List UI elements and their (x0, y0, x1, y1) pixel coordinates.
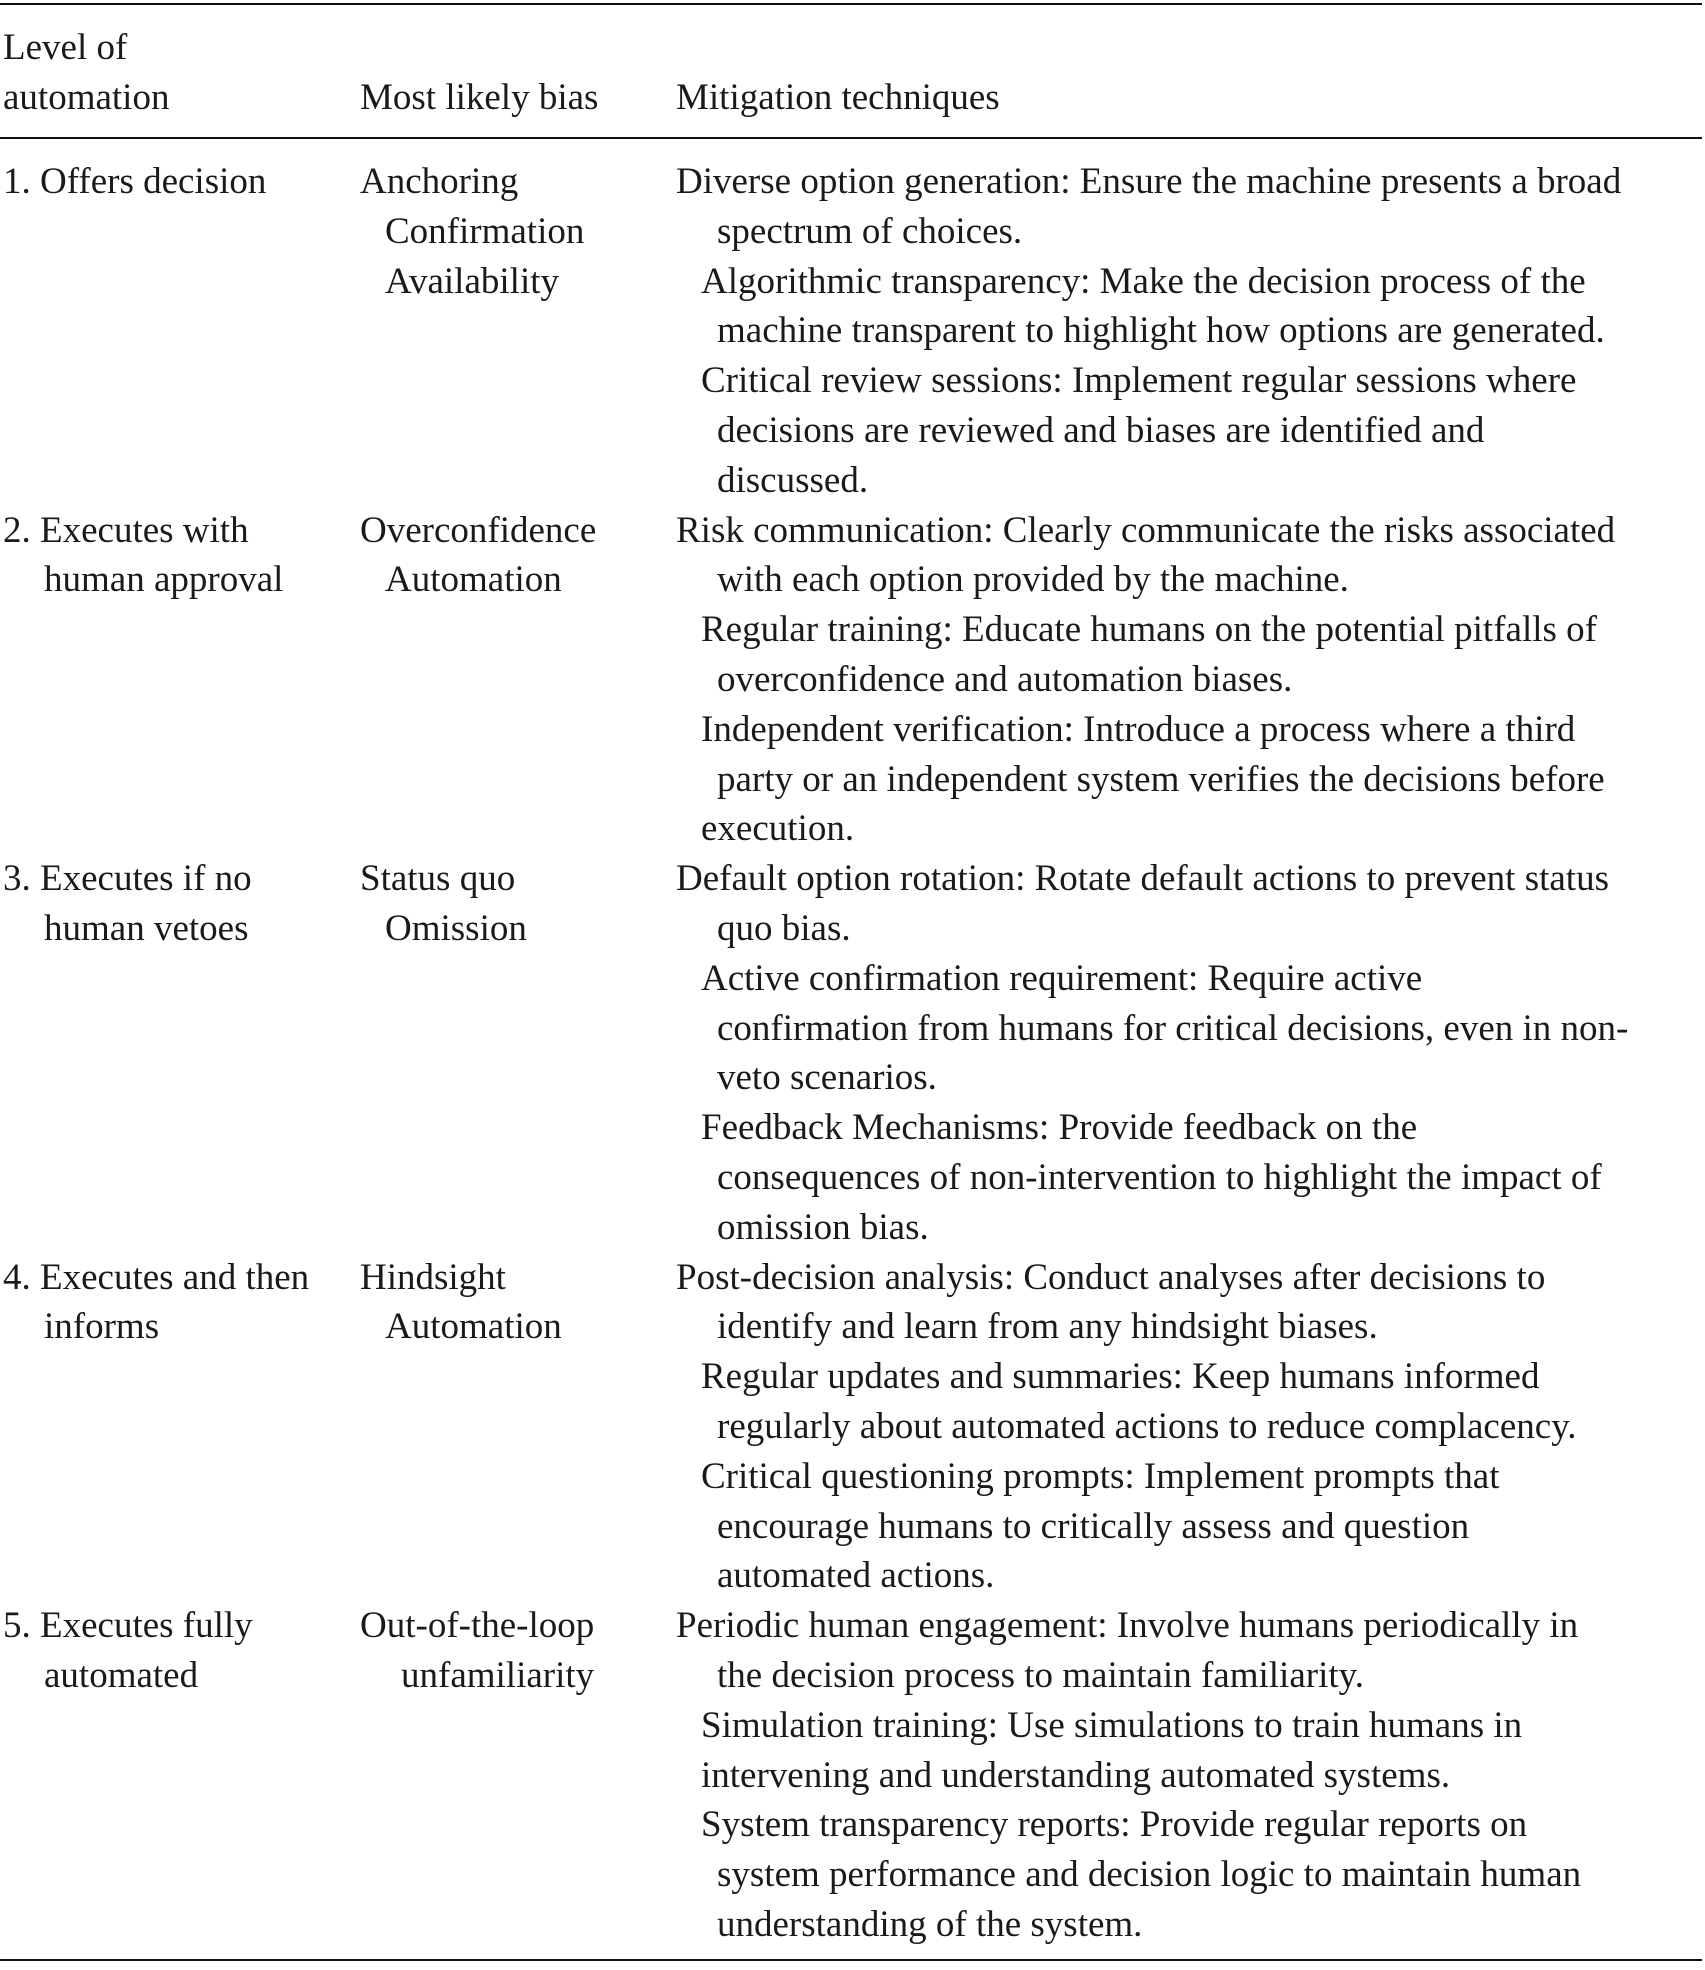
header-bias (360, 23, 598, 123)
bias-cell (360, 1601, 594, 1701)
mitigation-cell (676, 1253, 1577, 1602)
header-level-line: Level of (3, 27, 128, 68)
mitigation-line: regularly about automated actions to reduce complacency. (717, 1405, 1577, 1447)
bias-line: Anchoring (360, 161, 519, 202)
mitigation-line: Simulation training: Use simulations to train humans in (701, 1704, 1523, 1746)
level-cell (3, 1253, 309, 1353)
mitigation-line: with each option provided by the machine. (717, 559, 1349, 601)
header-level (3, 23, 169, 123)
mitigation-line: the decision process to maintain familiarity. (717, 1654, 1364, 1696)
bias-line: unfamiliarity (401, 1654, 595, 1696)
top-rule (0, 3, 1702, 5)
mitigation-line: consequences of non-intervention to highlight the impact of (717, 1156, 1602, 1198)
mitigation-line: Periodic human engagement: Involve humans periodically in (676, 1605, 1579, 1647)
header-level-line: automation (3, 76, 170, 118)
bias-line: Out-of-the-loop (360, 1605, 595, 1647)
bias-line: Confirmation (385, 210, 585, 252)
mitigation-cell (676, 854, 1628, 1252)
mitigation-line: Critical review sessions: Implement regular sessions where (701, 360, 1577, 402)
mitigation-line: Feedback Mechanisms: Provide feedback on the (701, 1107, 1418, 1149)
mitigation-line: Critical questioning prompts: Implement prompts that (701, 1455, 1500, 1497)
header-bias-label: Most likely bias (360, 76, 599, 118)
mitigation-line: Regular training: Educate humans on the potential pitfalls of (701, 609, 1597, 651)
level-line: 2. Executes with (3, 509, 249, 551)
bias-line: Availability (385, 260, 559, 302)
mitigation-line: Algorithmic transparency: Make the decision process of the (701, 260, 1586, 302)
bias-cell (360, 506, 596, 606)
mitigation-line: Default option rotation: Rotate default actions to prevent status (676, 858, 1609, 900)
level-cell (3, 854, 252, 954)
mitigation-line: quo bias. (717, 907, 851, 949)
level-cell (3, 1601, 253, 1701)
mitigation-cell (676, 1601, 1581, 1950)
mitigation-line: Post-decision analysis: Conduct analyses after decisions to (676, 1256, 1546, 1298)
mitigation-line: Active confirmation requirement: Require active (701, 957, 1423, 999)
bias-line: Automation (385, 1306, 562, 1348)
level-cell (3, 506, 283, 606)
mitigation-line: party or an independent system verifies the decisions before (717, 758, 1605, 800)
mitigation-line: overconfidence and automation biases. (717, 658, 1293, 700)
mitigation-line: understanding of the system. (717, 1903, 1143, 1945)
bias-line: Overconfidence (360, 509, 597, 551)
header-rule (0, 137, 1702, 139)
mitigation-line: veto scenarios. (717, 1057, 937, 1099)
bias-cell (360, 854, 527, 954)
level-line: 4. Executes and then (3, 1256, 310, 1298)
header-mitigation-label: Mitigation techniques (676, 76, 1000, 118)
level-line: human vetoes (44, 907, 249, 949)
bias-line: Automation (385, 559, 562, 601)
level-cell (3, 157, 266, 207)
bias-line: Hindsight (360, 1256, 506, 1298)
level-line: 5. Executes fully (3, 1605, 253, 1647)
level-line: informs (44, 1306, 160, 1348)
mitigation-line: Risk communication: Clearly communicate the risks associated (676, 509, 1616, 551)
mitigation-line: decisions are reviewed and biases are identified and (717, 409, 1485, 451)
mitigation-line: spectrum of choices. (717, 210, 1023, 252)
mitigation-line: Diverse option generation: Ensure the machine presents a broad (676, 161, 1622, 202)
bias-cell (360, 157, 584, 306)
mitigation-line: execution. (701, 808, 855, 850)
mitigation-line: encourage humans to critically assess and question (717, 1505, 1470, 1547)
mitigation-line: confirmation from humans for critical decisions, even in non- (717, 1007, 1629, 1049)
mitigation-line: System transparency reports: Provide regular reports on (701, 1804, 1528, 1846)
mitigation-cell (676, 157, 1621, 506)
mitigation-line: identify and learn from any hindsight biases. (717, 1306, 1378, 1348)
mitigation-line: intervening and understanding automated systems. (701, 1754, 1451, 1796)
mitigation-line: Regular updates and summaries: Keep humans informed (701, 1356, 1540, 1398)
mitigation-line: Independent verification: Introduce a process where a third (701, 708, 1576, 750)
bottom-rule (0, 1959, 1702, 1961)
level-line: 3. Executes if no (3, 858, 252, 900)
mitigation-line: machine transparent to highlight how options are generated. (717, 310, 1605, 352)
mitigation-line: omission bias. (717, 1206, 929, 1248)
level-line: 1. Offers decision (3, 161, 267, 202)
bias-cell (360, 1253, 562, 1353)
level-line: human approval (44, 559, 284, 601)
mitigation-cell (676, 506, 1615, 855)
level-line: automated (44, 1654, 199, 1696)
mitigation-line: discussed. (717, 459, 869, 501)
bias-line: Status quo (360, 858, 516, 900)
header-mitigation (676, 23, 1000, 123)
bias-line: Omission (385, 907, 527, 949)
mitigation-line: automated actions. (717, 1555, 995, 1597)
mitigation-line: system performance and decision logic to maintain human (717, 1854, 1582, 1896)
